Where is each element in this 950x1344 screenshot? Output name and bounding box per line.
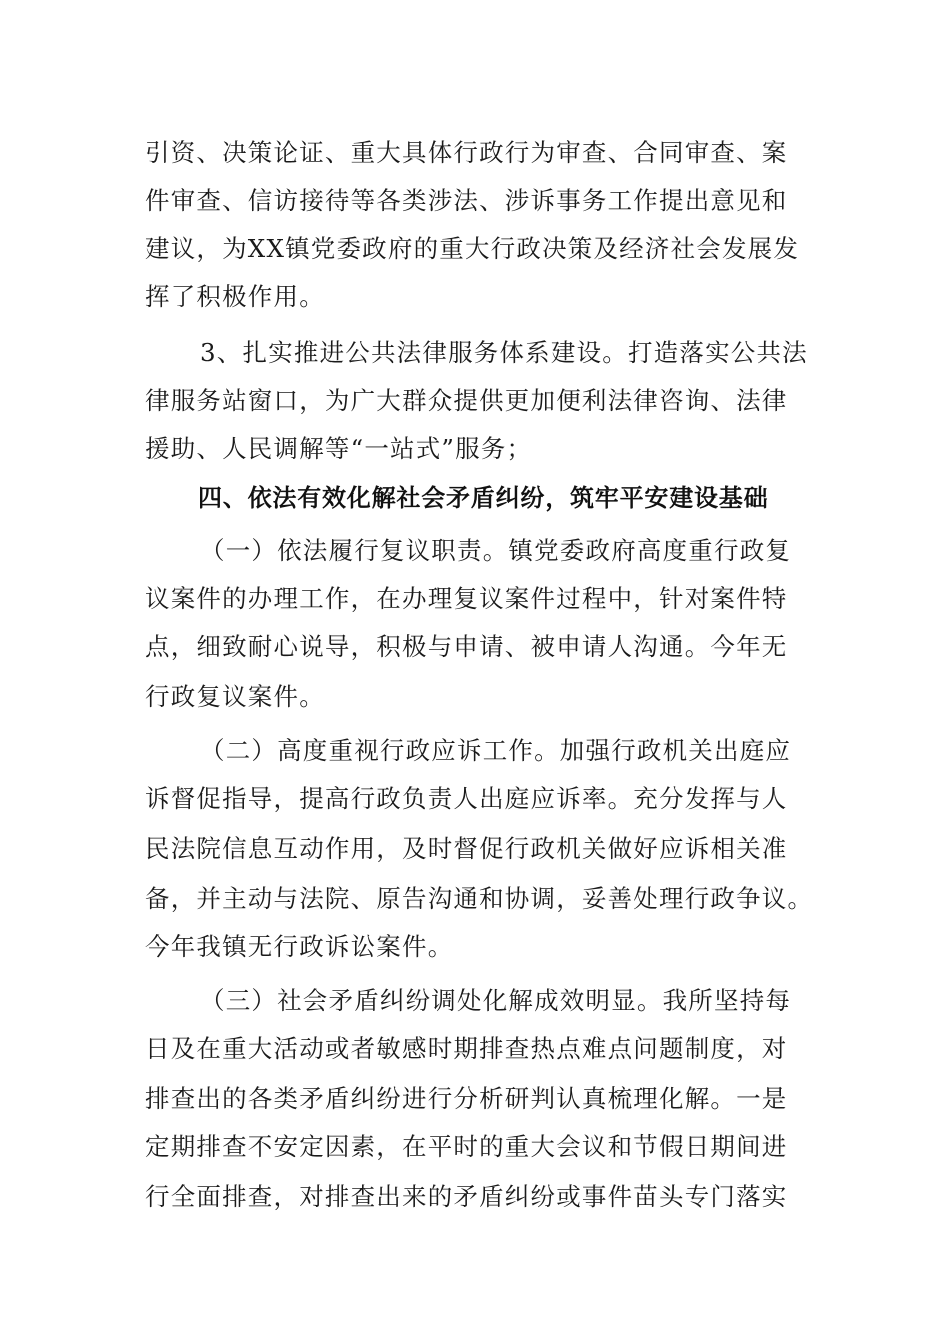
text-line: 援助、人民调解等“一站式”服务；	[145, 434, 533, 463]
text-line: 件审查、信访接待等各类涉法、涉诉事务工作提出意见和	[145, 186, 788, 215]
text-line: 日及在重大活动或者敏感时期排查热点难点问题制度，对	[145, 1034, 788, 1063]
text-line: 定期排查不安定因素，在平时的重大会议和节假日期间进	[145, 1132, 788, 1161]
text-line: 行全面排查，对排查出来的矛盾纠纷或事件苗头专门落实	[145, 1182, 788, 1211]
text-line: 诉督促指导，提高行政负责人出庭应诉率。充分发挥与人	[145, 784, 788, 813]
text-line: 行政复议案件。	[145, 682, 325, 711]
text-line: 排查出的各类矛盾纠纷进行分析研判认真梳理化解。一是	[145, 1084, 788, 1113]
text-line: 3、扎实推进公共法律服务体系建设。打造落实公共法	[200, 338, 808, 367]
section-heading: 四、依法有效化解社会矛盾纠纷，筑牢平安建设基础	[198, 484, 769, 512]
text-line: 挥了积极作用。	[145, 282, 325, 311]
text-line: 律服务站窗口，为广大群众提供更加便利法律咨询、法律	[145, 386, 788, 415]
text-line: 民法院信息互动作用，及时督促行政机关做好应诉相关准	[145, 834, 788, 863]
text-line: 备，并主动与法院、原告沟通和协调，妥善处理行政争议。	[145, 884, 814, 913]
text-line: 引资、决策论证、重大具体行政行为审查、合同审查、案	[145, 138, 788, 167]
text-line: 议案件的办理工作，在办理复议案件过程中，针对案件特	[145, 584, 788, 613]
text-line: （二）高度重视行政应诉工作。加强行政机关出庭应	[200, 736, 792, 765]
text-line: 建议，为XX镇党委政府的重大行政决策及经济社会发展发	[145, 234, 800, 263]
text-line: 今年我镇无行政诉讼案件。	[145, 932, 454, 961]
text-line: （一）依法履行复议职责。镇党委政府高度重行政复	[200, 536, 792, 565]
text-line: 点，细致耐心说导，积极与申请、被申请人沟通。今年无	[145, 632, 788, 661]
text-line: （三）社会矛盾纠纷调处化解成效明显。我所坚持每	[200, 986, 792, 1015]
